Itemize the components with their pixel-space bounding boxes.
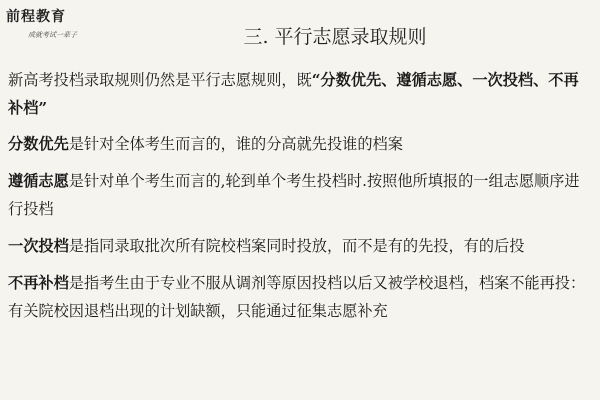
rule-score-first: [8, 130, 586, 158]
rule-follow-preference: [8, 167, 586, 223]
intro-emphasis: “分数优先、遵循志愿、一次投档、不再补档”: [8, 71, 579, 117]
page-title: 三. 平行志愿录取规则: [243, 26, 427, 48]
logo-slogan: 成就考试一辈子: [28, 31, 77, 39]
rule-text: 是针对单个考生而言的,轮到单个考生投档时.按照他所填报的一组志愿顺序进行投档: [8, 172, 580, 218]
rule-term: 不再补档: [8, 274, 69, 292]
rule-term: 遵循志愿: [8, 172, 69, 190]
slide-content: [8, 66, 586, 334]
rule-text: 是针对全体考生而言的，谁的分高就先投谁的档案: [68, 135, 403, 153]
rule-term: 分数优先: [8, 135, 69, 153]
rule-no-resubmission: [8, 269, 586, 325]
intro-paragraph: [8, 66, 586, 122]
rule-term: 一次投档: [8, 237, 69, 255]
intro-text: 新高考投档录取规则仍然是平行志愿规则，既: [8, 71, 312, 89]
rule-text: 是指同录取批次所有院校档案同时投放，而不是有的先投，有的后投: [68, 237, 525, 255]
logo-title: 前程教育: [6, 9, 66, 25]
rule-text: 是指考生由于专业不服从调剂等原因投档以后又被学校退档，档案不能再投：有关院校因退档出现的计划缺额，只能通过征集志愿补充: [8, 274, 586, 320]
rule-single-submission: [8, 232, 586, 260]
